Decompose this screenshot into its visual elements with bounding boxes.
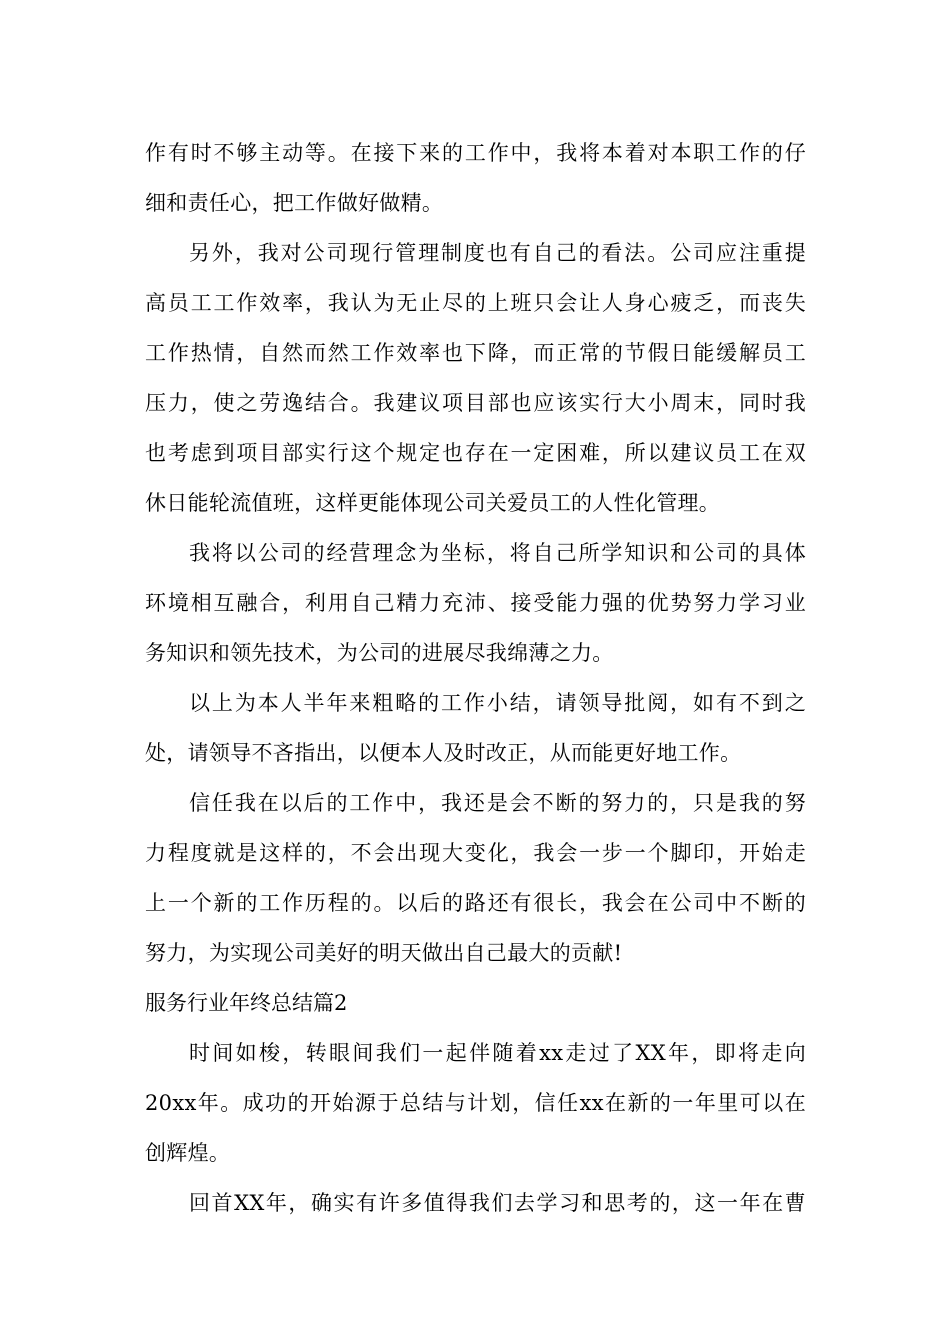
paragraph-line: 努力，为实现公司美好的明天做出自己最大的贡献! <box>145 941 623 965</box>
paragraph-line: 20xx年。成功的开始源于总结与计划，信任xx在新的一年里可以在 <box>145 1091 806 1115</box>
paragraph-line: 另外，我对公司现行管理制度也有自己的看法。公司应注重提 <box>189 241 806 265</box>
paragraph-line: 环境相互融合，利用自己精力充沛、接受能力强的优势努力学习业 <box>145 591 806 615</box>
paragraph-line: 信任我在以后的工作中，我还是会不断的努力的，只是我的努 <box>189 791 806 815</box>
paragraph-line: 上一个新的工作历程的。以后的路还有很长，我会在公司中不断的 <box>145 891 806 915</box>
paragraph-line: 回首XX年，确实有许多值得我们去学习和思考的，这一年在曹 <box>189 1191 806 1215</box>
paragraph-line: 务知识和领先技术，为公司的进展尽我绵薄之力。 <box>145 641 614 665</box>
paragraph-line: 作有时不够主动等。在接下来的工作中，我将本着对本职工作的仔 <box>145 141 806 165</box>
paragraph-line: 创辉煌。 <box>145 1141 231 1165</box>
paragraph-line: 力程度就是这样的，不会出现大变化，我会一步一个脚印，开始走 <box>145 841 806 865</box>
paragraph-line: 也考虑到项目部实行这个规定也存在一定困难，所以建议员工在双 <box>145 441 806 465</box>
paragraph-line: 压力，使之劳逸结合。我建议项目部也应该实行大小周末，同时我 <box>145 391 806 415</box>
paragraph-line: 高员工工作效率，我认为无止尽的上班只会让人身心疲乏，而丧失 <box>145 291 806 315</box>
document-page <box>145 128 806 1228</box>
paragraph-line: 细和责任心，把工作做好做精。 <box>145 191 444 215</box>
paragraph-line: 以上为本人半年来粗略的工作小结，请领导批阅，如有不到之 <box>189 691 806 715</box>
paragraph-line: 休日能轮流值班，这样更能体现公司关爱员工的人性化管理。 <box>145 491 721 515</box>
section-heading: 服务行业年终总结篇2 <box>145 991 348 1015</box>
paragraph-line: 工作热情，自然而然工作效率也下降，而正常的节假日能缓解员工 <box>145 341 806 365</box>
paragraph-line: 时间如梭，转眼间我们一起伴随着xx走过了XX年，即将走向 <box>189 1041 806 1065</box>
paragraph-line: 我将以公司的经营理念为坐标，将自己所学知识和公司的具体 <box>189 541 806 565</box>
paragraph-line: 处，请领导不吝指出，以便本人及时改正，从而能更好地工作。 <box>145 741 742 765</box>
